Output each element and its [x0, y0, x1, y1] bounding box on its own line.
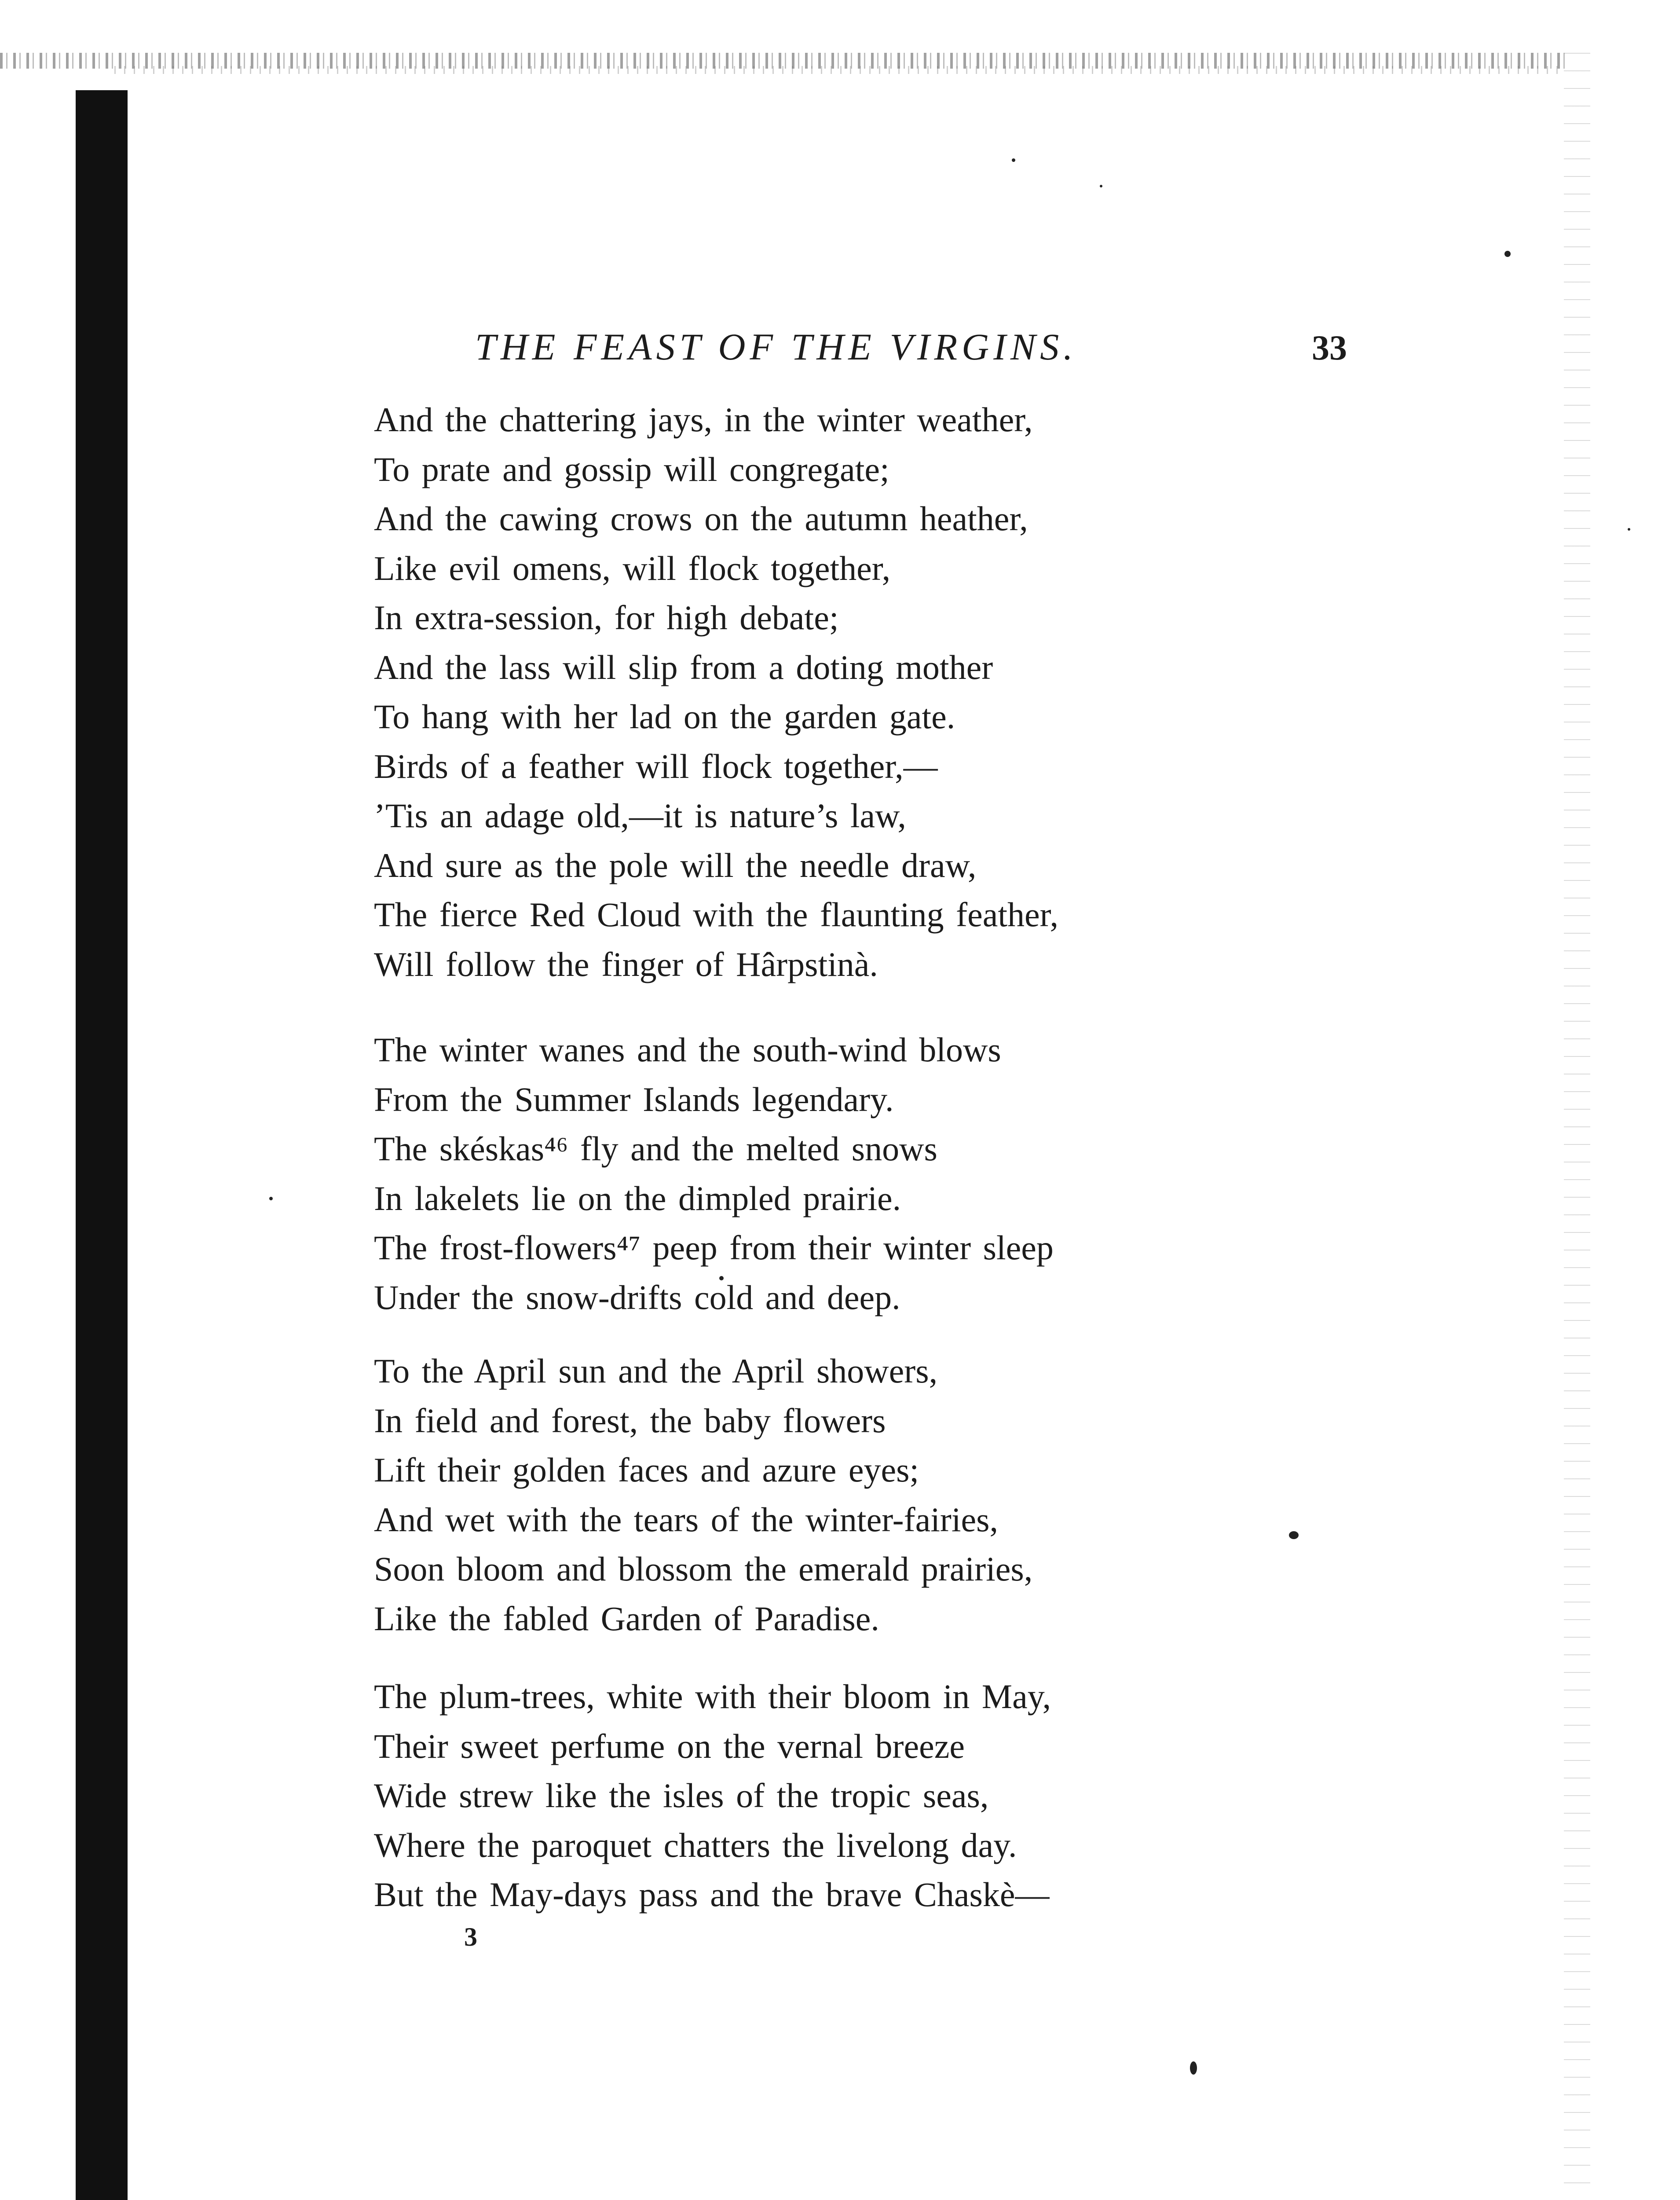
signature-mark: 3	[464, 1922, 477, 1951]
poem-line: The plum-trees, white with their bloom in May,	[374, 1677, 1051, 1716]
poem-line: And the lass will slip from a doting mother	[374, 648, 993, 686]
poem-line: In extra-session, for high debate;	[374, 598, 839, 637]
stanza-3	[374, 1346, 1032, 1643]
poem-line: Wide strew like the isles of the tropic seas,	[374, 1776, 989, 1815]
poem-line: Will follow the finger of Hârpstinà.	[374, 945, 878, 983]
poem-line: And wet with the tears of the winter-fairies,	[374, 1500, 998, 1539]
poem-line: And the chattering jays, in the winter weather,	[374, 400, 1033, 439]
scan-top-edge-noise	[114, 66, 1566, 74]
poem-line: And sure as the pole will the needle draw,	[374, 846, 977, 884]
poem-line: In lakelets lie on the dimpled prairie.	[374, 1179, 901, 1217]
scan-speck	[269, 1197, 273, 1200]
poem-line: Where the paroquet chatters the livelong day.	[374, 1826, 1017, 1864]
poem-line: Birds of a feather will flock together,—	[374, 747, 938, 785]
poem-line: The frost-flowers⁴⁷ peep from their winter sleep	[374, 1228, 1054, 1267]
poem-line: From the Summer Islands legendary.	[374, 1080, 894, 1118]
stanza-2	[374, 1025, 1054, 1322]
poem-line: Soon bloom and blossom the emerald prairies,	[374, 1550, 1033, 1588]
poem-line: Under the snow-drifts cold and deep.	[374, 1278, 900, 1316]
poem-line: In field and forest, the baby flowers	[374, 1401, 886, 1440]
scan-speck	[1289, 1531, 1299, 1539]
stanza-1	[374, 395, 1058, 989]
stanza-4	[374, 1672, 1051, 1920]
poem-line: The skéskas⁴⁶ fly and the melted snows	[374, 1129, 937, 1168]
poem-line: And the cawing crows on the autumn heather,	[374, 499, 1028, 538]
poem-line: The winter wanes and the south-wind blows	[374, 1030, 1001, 1069]
poem-line: The fierce Red Cloud with the flaunting feather,	[374, 895, 1059, 934]
poem-line: ’Tis an adage old,—it is nature’s law,	[374, 796, 906, 835]
scan-speck	[1504, 251, 1511, 257]
binding-shadow-bar	[76, 90, 128, 2200]
poem-line: But the May-days pass and the brave Chaskè—	[374, 1875, 1050, 1914]
poem-line: To the April sun and the April showers,	[374, 1352, 938, 1390]
scan-speck	[1100, 185, 1102, 187]
scan-speck	[1628, 528, 1630, 531]
running-head-title: THE FEAST OF THE VIRGINS.	[475, 326, 1077, 368]
poem-line: To hang with her lad on the garden gate.	[374, 697, 955, 736]
scan-speck	[1190, 2061, 1197, 2075]
scan-speck	[1012, 158, 1015, 162]
poem-line: Like evil omens, will flock together,	[374, 549, 891, 587]
poem-line: Like the fabled Garden of Paradise.	[374, 1599, 879, 1638]
poem-line: Lift their golden faces and azure eyes;	[374, 1451, 919, 1489]
scan-right-edge	[1564, 53, 1590, 2200]
poem-line: To prate and gossip will congregate;	[374, 450, 889, 488]
page-number: 33	[1312, 329, 1347, 367]
poem-line: Their sweet perfume on the vernal breeze	[374, 1727, 965, 1765]
